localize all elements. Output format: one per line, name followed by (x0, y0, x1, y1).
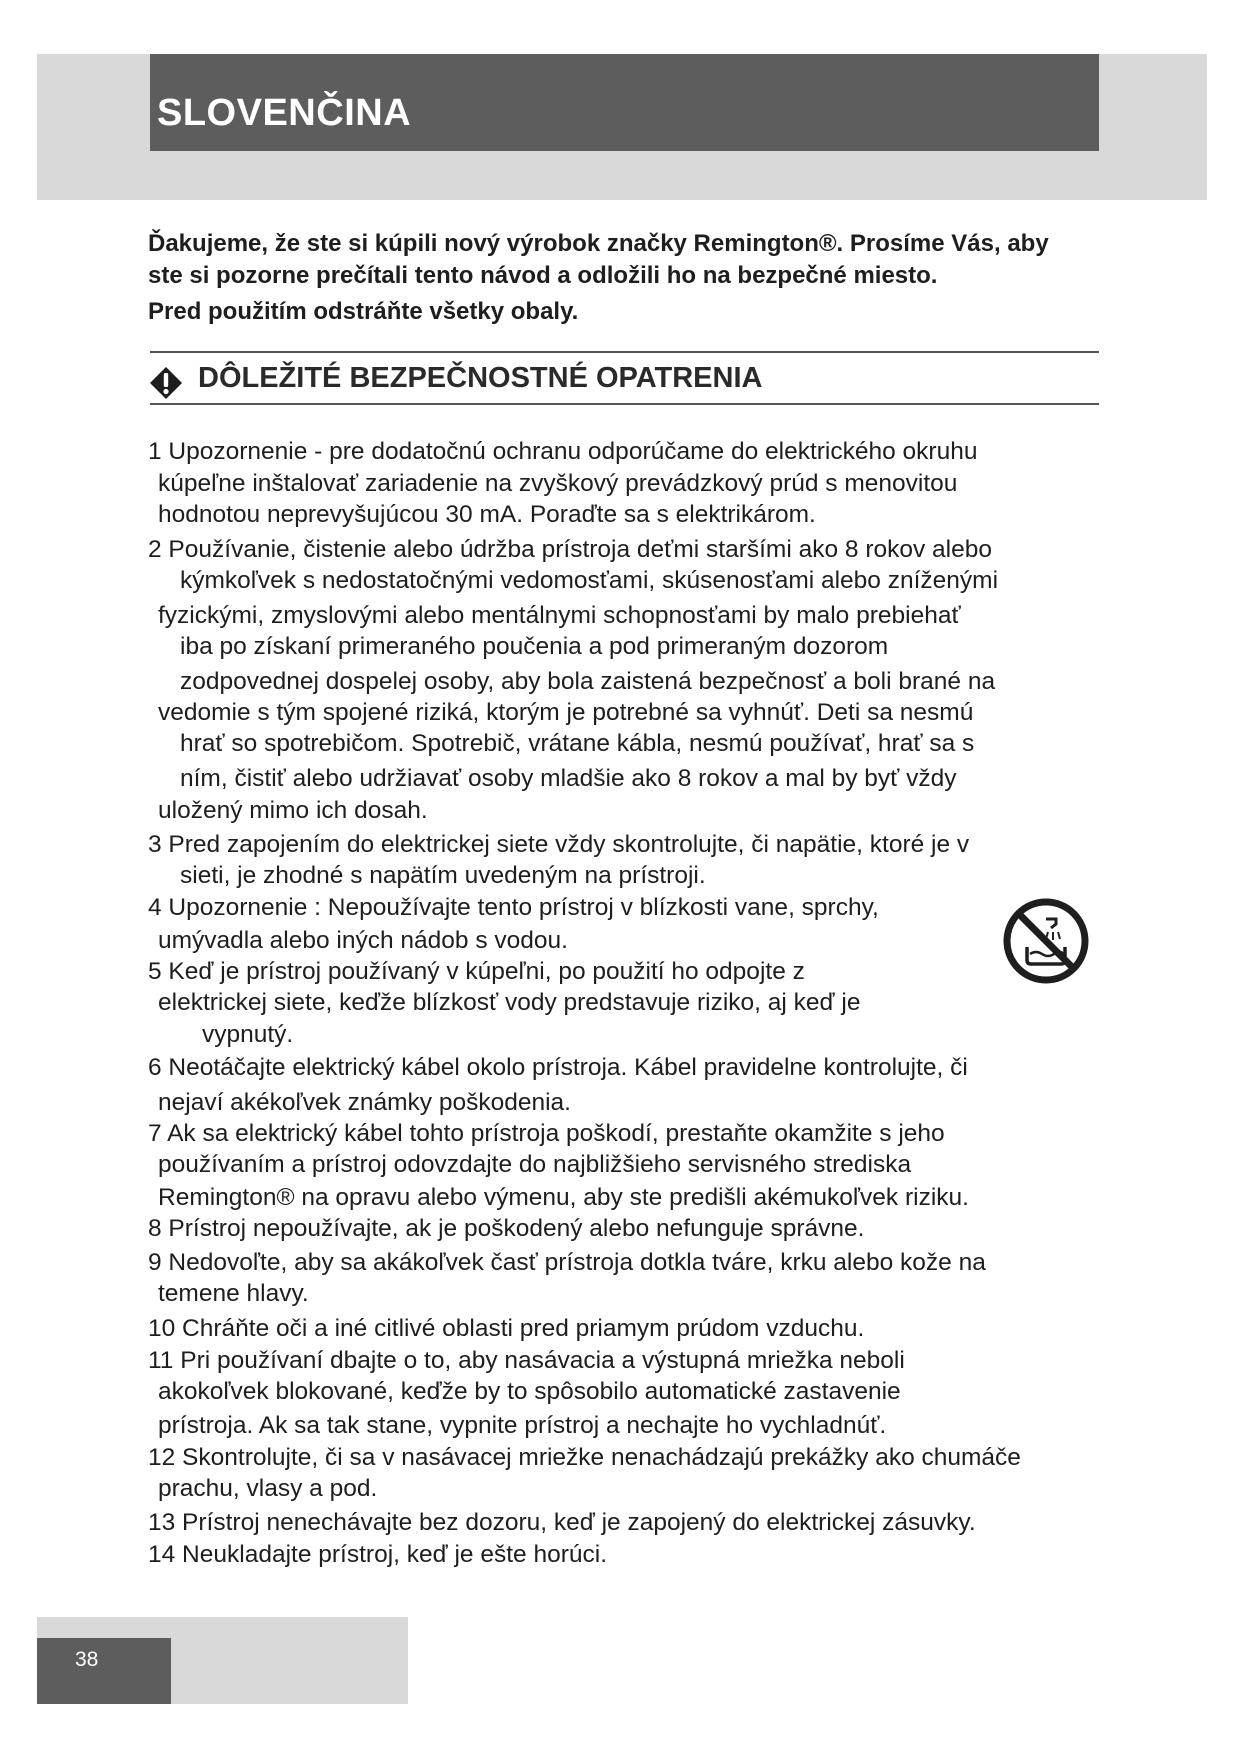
safety-line: uložený mimo ich dosah. (158, 797, 428, 824)
safety-line: prachu, vlasy a pod. (158, 1475, 378, 1502)
safety-line: akokoľvek blokované, keďže by to spôsobilo automatické zastavenie (158, 1378, 901, 1405)
safety-line: 3 Pred zapojením do elektrickej siete vždy skontrolujte, či napätie, ktoré je v (148, 831, 970, 858)
safety-line: ním, čistiť alebo udržiavať osoby mladšie ako 8 rokov a mal by byť vždy (180, 765, 957, 792)
safety-line: nejaví akékoľvek známky poškodenia. (158, 1089, 571, 1116)
safety-line: vedomie s tým spojené riziká, ktorým je potrebné sa vyhnúť. Deti sa nesmú (158, 699, 974, 726)
safety-line: 10 Chráňte oči a iné citlivé oblasti pred priamym prúdom vzduchu. (148, 1315, 865, 1342)
section-rule-top (150, 351, 1099, 353)
safety-line: 2 Používanie, čistenie alebo údržba prístroja deťmi staršími ako 8 rokov alebo (148, 536, 992, 563)
safety-line: iba po získaní primeraného poučenia a pod primeraným dozorom (180, 633, 889, 660)
safety-line: hrať so spotrebičom. Spotrebič, vrátane kábla, nesmú používať, hrať sa s (180, 730, 975, 757)
safety-line: 12 Skontrolujte, či sa v nasávacej mriežke nenachádzajú prekážky ako chumáče (148, 1444, 1021, 1471)
intro-line: ste si pozorne prečítali tento návod a odložili ho na bezpečné miesto. (148, 262, 938, 289)
safety-line: hodnotou neprevyšujúcou 30 mA. Poraďte sa s elektrikárom. (158, 501, 816, 528)
safety-line: vypnutý. (202, 1021, 294, 1048)
safety-line: zodpovednej dospelej osoby, aby bola zaistená bezpečnosť a boli brané na (180, 668, 996, 695)
intro-text (148, 228, 1108, 328)
safety-line: 6 Neotáčajte elektrický kábel okolo prístroja. Kábel pravidelne kontrolujte, či (148, 1054, 968, 1081)
safety-line: 13 Prístroj nenechávajte bez dozoru, keď je zapojený do elektrickej zásuvky. (148, 1509, 976, 1536)
safety-line: umývadla alebo iných nádob s vodou. (158, 927, 568, 954)
intro-line: Ďakujeme, že ste si kúpili nový výrobok značky Remington®. Prosíme Vás, aby (148, 230, 1049, 257)
section-rule-bottom (150, 403, 1099, 405)
safety-line: 7 Ak sa elektrický kábel tohto prístroja poškodí, prestaňte okamžite s jeho (148, 1120, 945, 1147)
safety-line: sieti, je zhodné s napätím uvedeným na prístroji. (180, 862, 706, 889)
safety-line: kúpeľne inštalovať zariadenie na zvyškový prevádzkový prúd s menovitou (158, 470, 958, 497)
page-number-box (37, 1638, 171, 1704)
no-bath-water-icon (1002, 897, 1090, 985)
safety-line: 1 Upozornenie - pre dodatočnú ochranu odporúčame do elektrického okruhu (148, 438, 978, 465)
warning-icon (149, 366, 183, 400)
safety-line: Remington® na opravu alebo výmenu, aby ste predišli akémukoľvek riziku. (158, 1184, 969, 1211)
safety-line: kýmkoľvek s nedostatočnými vedomosťami, skúsenosťami alebo zníženými (180, 567, 999, 594)
safety-line: temene hlavy. (158, 1280, 309, 1307)
safety-line: 14 Neukladajte prístroj, keď je ešte horúci. (148, 1541, 608, 1568)
page-number: 38 (75, 1648, 99, 1671)
safety-line: 4 Upozornenie : Nepoužívajte tento prístroj v blízkosti vane, sprchy, (148, 894, 879, 921)
safety-line: prístroja. Ak sa tak stane, vypnite prístroj a nechajte ho vychladnúť. (158, 1412, 887, 1439)
safety-line: elektrickej siete, keďže blízkosť vody predstavuje riziko, aj keď je (158, 989, 861, 1016)
section-title: DÔLEŽITÉ BEZPEČNOSTNÉ OPATRENIA (198, 362, 763, 394)
intro-line: Pred použitím odstráňte všetky obaly. (148, 298, 579, 325)
safety-line: 9 Nedovoľte, aby sa akákoľvek časť prístroja dotkla tváre, krku alebo kože na (148, 1249, 986, 1276)
safety-line: používaním a prístroj odovzdajte do najbližšieho servisného strediska (158, 1151, 912, 1178)
safety-line: 11 Pri používaní dbajte o to, aby nasávacia a výstupná mriežka neboli (148, 1347, 905, 1374)
page-title: SLOVENČINA (157, 92, 412, 134)
safety-line: 8 Prístroj nepoužívajte, ak je poškodený alebo nefunguje správne. (148, 1215, 865, 1242)
safety-line: fyzickými, zmyslovými alebo mentálnymi schopnosťami by malo prebiehať (158, 602, 961, 629)
safety-line: 5 Keď je prístroj používaný v kúpeľni, po použití ho odpojte z (148, 958, 805, 985)
